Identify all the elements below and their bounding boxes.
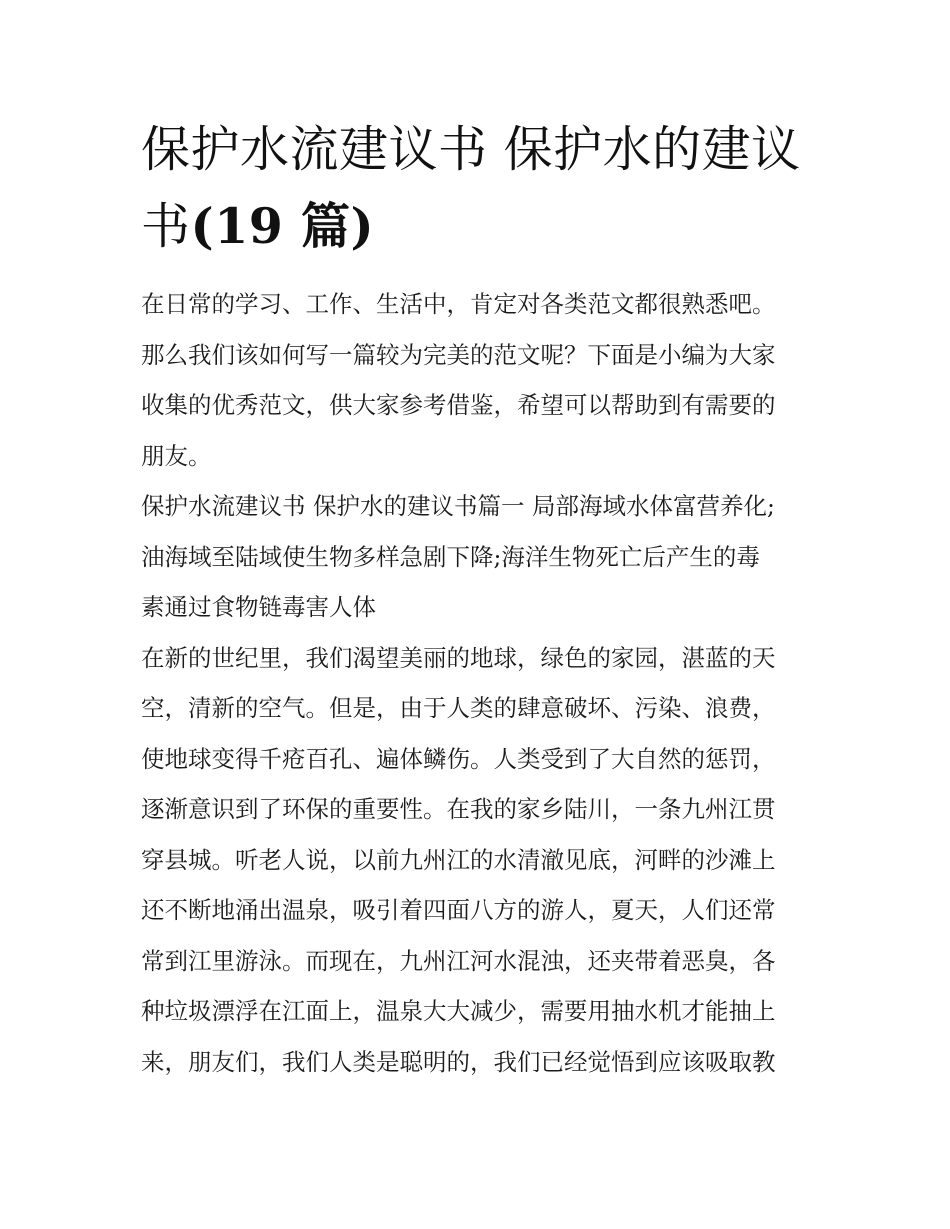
text-line: 还不断地涌出温泉，吸引着四面八方的游人，夏天，人们还常: [141, 896, 776, 924]
document-body: [141, 279, 817, 1087]
text-line: 保护水流建议书 保护水的建议书篇一 局部海域水体富营养化;: [141, 492, 775, 520]
title-part2-bold: (19: [190, 197, 284, 255]
text-line: 穿县城。听老人说，以前九州江的水清澈见底，河畔的沙滩上: [141, 845, 776, 874]
text-line: 在日常的学习、工作、生活中，肯定对各类范文都很熟悉吧。: [141, 290, 776, 318]
document-title: [141, 112, 821, 265]
paragraph-section-one: [141, 481, 817, 633]
text-line: 逐渐意识到了环保的重要性。在我的家乡陆川，一条九州江贯: [141, 795, 776, 823]
text-line: 那么我们该如何写一篇较为完美的范文呢？下面是小编为大家: [141, 340, 776, 369]
title-part2-suffix: 篇): [283, 197, 375, 255]
text-line: 使地球变得千疮百孔、遍体鳞伤。人类受到了大自然的惩罚，: [141, 744, 776, 773]
text-line: 种垃圾漂浮在江面上，温泉大大减少，需要用抽水机才能抽上: [141, 997, 776, 1025]
text-line: 来，朋友们，我们人类是聪明的，我们已经觉悟到应该吸取教: [141, 1047, 776, 1076]
text-line: 素通过食物链毒害人体: [141, 593, 376, 621]
text-line: 收集的优秀范文，供大家参考借鉴，希望可以帮助到有需要的: [141, 391, 776, 419]
text-line: 空，清新的空气。但是，由于人类的肆意破坏、污染、浪费，: [141, 694, 776, 722]
text-line: 油海域至陆域使生物多样急剧下降;海洋生物死亡后产生的毒: [141, 542, 760, 571]
paragraph-main: [141, 633, 817, 1088]
title-part1: 保护水流建议书 保护水的建议: [141, 121, 801, 178]
text-line: 常到江里游泳。而现在，九州江河水混浊，还夹带着恶臭，各: [141, 946, 776, 975]
title-part2-prefix: 书: [141, 198, 191, 255]
paragraph-intro: [141, 279, 817, 481]
text-line: 在新的世纪里，我们渴望美丽的地球，绿色的家园，湛蓝的天: [141, 643, 776, 672]
text-line: 朋友。: [141, 441, 212, 470]
